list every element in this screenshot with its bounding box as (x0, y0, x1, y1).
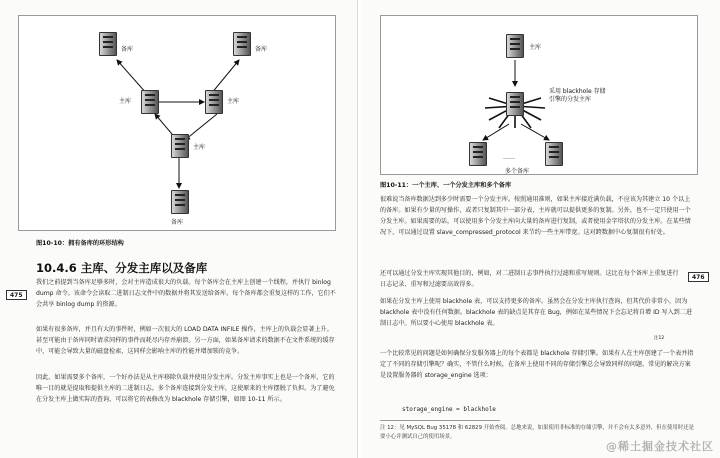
paragraph-3: 因此，如果需要多个备库，一个好办法是从主库移除负载并使用分发主库。分发主库事实上也是一个备库，它的唯一目的就是提取和提供主库的二进制日志。多个备库连接到分发主库，这使原来的主库摆脱了负担。为了避免在分发主库上做实际的查询，可以将它的表修改为 blackhole 存储引擎，如图 10-11 所示。 (36, 374, 335, 403)
server-replica-top-right (233, 32, 251, 56)
paragraph-2: 如果有很多备库，并且有大的事件时，例如一次很大的 LOAD DATA INFILE 操作，主库上的负载会显著上升。甚至可能由于备库同时请求同样的事件而耗尽内存并崩溃。另一方面，如果备库请求的数据不在文件系统的缓存中，可能会导致大量的磁盘检索，这同样会影响主库的性能并增加锁的竞争。 (36, 326, 335, 355)
figure-ring-topology (18, 15, 336, 231)
label-master-mid-right: 主库 (227, 98, 240, 105)
figure-distribution-master (380, 15, 698, 175)
label-replica-top-right: 备库 (255, 46, 268, 53)
label-master-mid-left: 主库 (119, 98, 132, 105)
label-replica-top-left: 备库 (121, 46, 134, 53)
server-master-mid-right (205, 90, 223, 114)
figure-caption-10-10: 图10-10：拥有备库的环形结构 (36, 240, 124, 247)
label-replica-dots: …… (503, 154, 515, 161)
label-master: 主库 (529, 44, 542, 51)
label-replica-bottom: 备库 (171, 219, 184, 226)
server-master (506, 34, 524, 58)
watermark: @稀土掘金技术社区 (606, 440, 714, 453)
server-replica-left (469, 142, 487, 166)
label-master-center: 主库 (193, 144, 206, 151)
footnote-marker: 注12 (654, 336, 665, 341)
server-replica-top-left (99, 32, 117, 56)
label-distribution-line2: 引擎的分发主库 (549, 96, 592, 103)
section-title: 10.4.6 主库、分发主库以及备库 (36, 261, 208, 275)
distribution-connections (381, 16, 699, 176)
right-page (362, 0, 720, 458)
paragraph-r3: 如果在分发主库上使用 blackhole 表，可以支持更多的备库。虽然会在分发主库执行查询，但其代价非常小，因为 blackhole 表中没有任何数据。blackhole 表的缺点是其存在 Bug，例如在某些情况下会忘记将自增 ID 写入到二进制日志中。所以要小心使用 blackhole 表。 (380, 298, 692, 327)
server-master-mid-left (141, 90, 159, 114)
figure-caption-10-11: 图10-11：一个主库、一个分发主库和多个备库 (380, 182, 512, 189)
footnote-rule (380, 420, 500, 421)
footnote: 注 12：见 MySQL Bug 35178 和 62829 开始查阅。总地来说，如果使用非标准的存储引擎，并不会有太多意外，但在使用时还是要小心并测试自己的使用场景。 (380, 425, 694, 440)
server-replica-right (545, 142, 563, 166)
label-replicas: 多个备库 (505, 168, 530, 175)
code-storage-engine: storage_engine = blackhole (402, 406, 496, 413)
paragraph-r1: 很难说当备库数据达到多少时需要一个分发主库。按照通用准则，如果主库接近满负载，不应该为其建立 10 个以上的备库。如果有少量的写操作，或者只复制其中一部分表，主库就可以提供更多的复制。另外，也不一定只使用一个分发主库。如果需要的话，可以使用多个分发主库向大量的备库进行复制，或者使用金字塔状的分发主库。在某些情况下，可以通过设置 slave_compressed_protocol 来节约一些主库带宽。这对跨数据中心复制很有好处。 (380, 196, 691, 236)
paragraph-r4: 一个比较常见的问题是如何确保分发服务器上的每个表都是 blackhole 存储引擎。如果有人在主库创建了一个表并指定了不同的存储引擎呢？确实，不管什么时候，在备库上使用不同的存储引擎总会导致同样的问题。常见的解决方案是设置服务器的 storage_engine 选项： (380, 350, 694, 379)
page-number-left: 475 (6, 290, 27, 300)
server-replica-bottom (171, 190, 189, 214)
paragraph-r2: 还可以通过分发主库实现其他目的，例如，对二进制日志事件执行过滤和重写规则。这比在每个备库上重复进行日志记录、重写和过滤要高效得多。 (380, 270, 679, 288)
left-page (0, 0, 358, 458)
server-master-center (171, 134, 189, 158)
server-distribution-master (506, 92, 524, 116)
page-number-right: 476 (688, 272, 709, 282)
paragraph-1: 我们之前提到当备库足够多时，会对主库造成很大的负载。每个备库会在主库上创建一个线程，并执行 binlog dump 命令。该命令会读取二进制日志文件中的数据并将其发送给备库。每个备库都会重复这样的工作，它们不会共享 binlog dump 的资源。 (36, 279, 336, 308)
label-distribution-line1: 采用 blackhole 存储 (549, 88, 606, 95)
